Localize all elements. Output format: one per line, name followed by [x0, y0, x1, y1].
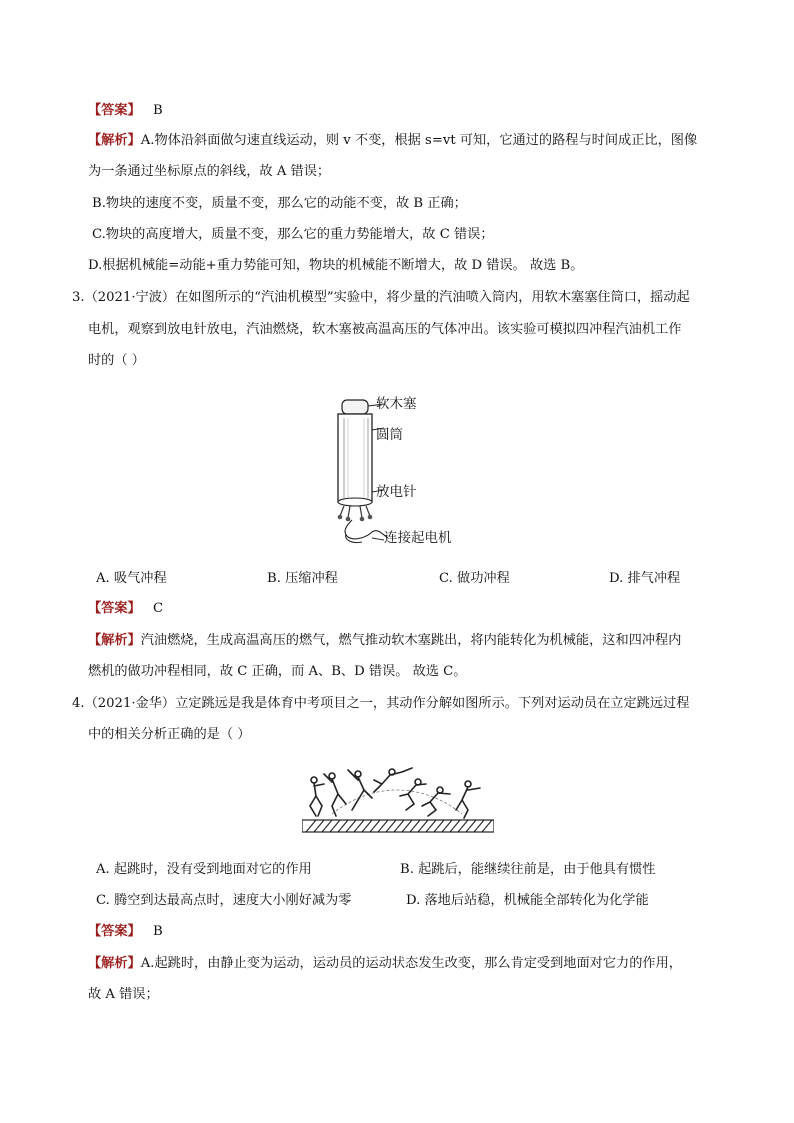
answer-line	[88, 602, 163, 615]
answer-tag: 【答案】	[88, 924, 141, 939]
answer-value: B	[152, 103, 163, 118]
answer-line	[88, 104, 163, 117]
analysis-tag: 【解析】	[88, 633, 141, 648]
gasoline-engine-model-figure	[300, 392, 470, 552]
cork-shape	[342, 400, 368, 414]
answer-value: C	[152, 601, 164, 616]
option-b: B. 起跳后，能继续往前是，由于他具有惯性	[400, 862, 656, 877]
option-d: D. 落地后站稳，机械能全部转化为化学能	[406, 893, 649, 908]
analysis-line	[88, 634, 681, 647]
analysis-text: 为一条通过坐标原点的斜线，故 A 错误；	[88, 164, 331, 179]
analysis-text: 燃机的做功冲程相同，故 C 正确，而 A、B、D 错误。 故选 C。	[88, 664, 467, 679]
question-stem: 4.（2021·金华）立定跳远是我是体育中考项目之一，其动作分解如图所示。下列对运动员在立定跳远过程	[72, 696, 690, 711]
option-a: A. 起跳时，没有受到地面对它的作用	[96, 862, 312, 877]
jump-sequence-diagram	[302, 764, 494, 836]
answer-tag: 【答案】	[88, 103, 141, 118]
analysis-text: D.根据机械能=动能+重力势能可知，物块的机械能不断增大，故 D 错误。 故选 B。	[88, 258, 584, 273]
needle-label: 放电针	[376, 484, 417, 500]
analysis-tag: 【解析】	[88, 956, 141, 971]
analysis-text: 汽油燃烧，生成高温高压的燃气，燃气推动软木塞跳出，将内能转化为机械能，这和四冲程内	[140, 633, 682, 648]
analysis-line	[88, 957, 682, 970]
analysis-line	[88, 134, 697, 147]
answer-value: B	[152, 924, 163, 939]
cork-label: 软木塞	[376, 396, 417, 412]
option-a: A. 吸气冲程	[96, 571, 167, 586]
question-stem: 电机，观察到放电针放电，汽油燃烧，软木塞被高温高压的气体冲出。该实验可模拟四冲程汽油机工作	[88, 322, 682, 337]
generator-label: 连接起电机	[384, 530, 452, 546]
analysis-text: C.物块的高度增大，质量不变，那么它的重力势能增大，故 C 错误；	[92, 227, 494, 242]
discharge-needle-shape	[340, 506, 370, 518]
cylinder-diagram	[300, 392, 470, 552]
option-c: C. 腾空到达最高点时，速度大小刚好减为零	[96, 893, 352, 908]
question-stem: 中的相关分析正确的是（ ）	[88, 727, 251, 742]
cylinder-shape	[338, 414, 372, 502]
cylinder-label: 圆筒	[376, 427, 403, 443]
analysis-tag: 【解析】	[88, 133, 141, 148]
analysis-text: A.起跳时，由静止变为运动，运动员的运动状态发生改变，那么肯定受到地面对它力的作用，	[140, 956, 682, 971]
analysis-text: 故 A 错误；	[88, 987, 159, 1002]
analysis-text: B.物块的速度不变，质量不变，那么它的动能不变，故 B 正确；	[92, 196, 467, 211]
answer-tag: 【答案】	[88, 601, 141, 616]
standing-long-jump-figure	[302, 764, 494, 836]
option-d: D. 排气冲程	[609, 571, 681, 586]
question-stem: 时的（ ）	[88, 353, 145, 368]
question-stem: 3.（2021·宁波）在如图所示的“汽油机模型”实验中，将少量的汽油喷入筒内，用软木塞塞住筒口，摇动起	[72, 290, 690, 305]
option-b: B. 压缩冲程	[267, 571, 338, 586]
answer-line	[88, 925, 163, 938]
analysis-text: A.物体沿斜面做匀速直线运动，则 v 不变，根据 s=vt 可知，它通过的路程与时间成正比，图像	[140, 133, 698, 148]
option-c: C. 做功冲程	[439, 571, 510, 586]
